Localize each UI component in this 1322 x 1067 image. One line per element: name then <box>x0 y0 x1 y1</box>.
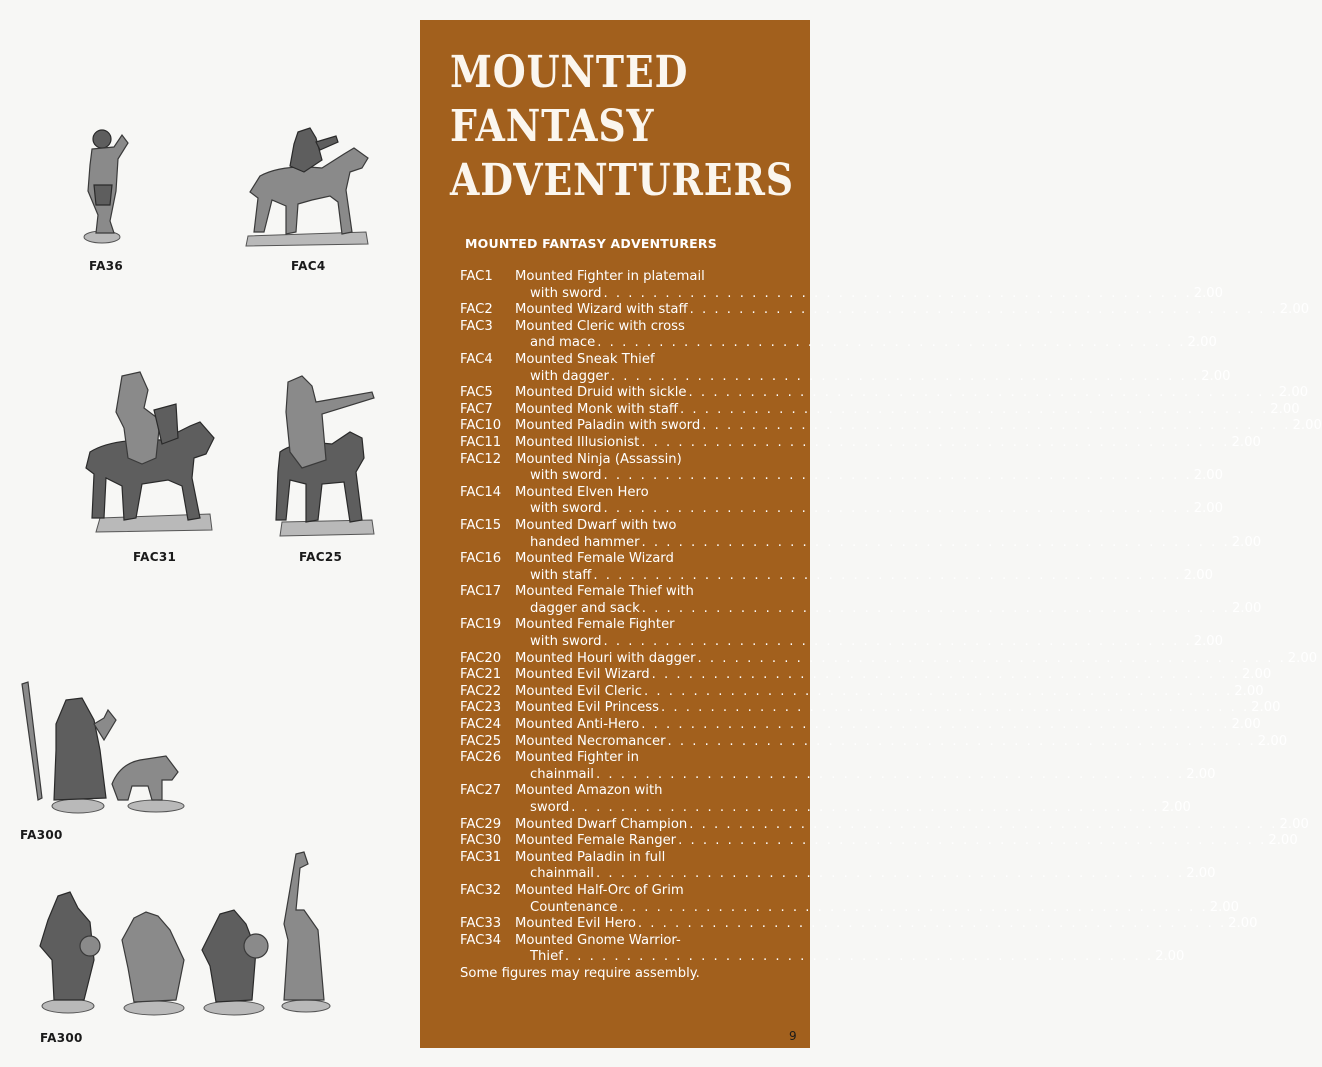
item-code: FAC7 <box>460 401 493 417</box>
item-name: Mounted Fighter in platemail <box>515 269 705 284</box>
price-list-item <box>460 916 1258 933</box>
dot-leader <box>601 468 1193 485</box>
item-price: 2.00 <box>1201 368 1231 384</box>
item-name: Mounted Monk with staff <box>515 401 679 417</box>
price-list-item <box>460 700 1281 717</box>
price-list-item <box>460 650 1318 668</box>
dot-leader <box>639 717 1231 734</box>
item-name: Mounted Paladin in full <box>515 849 666 865</box>
title-line-1: MOUNTED <box>450 47 689 98</box>
item-name: Mounted Necromancer <box>515 733 666 749</box>
figure-fac25-caption: FAC25 <box>299 550 343 564</box>
item-price: 2.00 <box>1268 833 1298 849</box>
price-list-item <box>460 667 1272 684</box>
item-name: Mounted Evil Wizard <box>515 667 650 683</box>
dot-leader <box>601 501 1193 518</box>
price-list-item <box>460 269 778 286</box>
price-list-item-continued <box>460 866 1216 883</box>
item-name: Mounted Female Ranger <box>515 833 677 849</box>
item-name: Mounted Anti-Hero <box>515 717 640 733</box>
dot-leader <box>687 817 1279 834</box>
price-list-item-continued <box>460 899 1240 917</box>
dot-leader <box>636 916 1228 933</box>
price-list-item-continued <box>460 567 1213 585</box>
item-code: FAC15 <box>460 517 502 533</box>
dot-leader <box>687 385 1279 402</box>
dot-leader <box>642 684 1234 701</box>
item-price: 2.00 <box>1270 401 1300 417</box>
dot-leader <box>594 866 1186 883</box>
price-list-item <box>460 485 778 502</box>
item-price: 2.00 <box>1193 468 1224 484</box>
dot-leader <box>563 949 1155 966</box>
item-name: chainmail <box>530 866 594 882</box>
item-name: Mounted Dwarf Champion <box>515 816 688 832</box>
item-price: 2.00 <box>1161 800 1191 815</box>
figure-fa36-photo <box>72 125 142 247</box>
item-price: 2.00 <box>1292 418 1322 434</box>
assembly-note: Some figures may require assembly. <box>460 965 700 981</box>
figure-fa300-caption-2: FA300 <box>40 1031 83 1045</box>
price-list-item-continued <box>460 335 1217 352</box>
item-price: 2.00 <box>1232 600 1262 616</box>
item-name: Mounted Druid with sickle <box>515 385 687 401</box>
item-code: FAC22 <box>460 683 502 699</box>
item-price: 2.00 <box>1279 816 1309 832</box>
price-list-item <box>460 551 778 568</box>
item-code: FAC27 <box>460 783 502 799</box>
item-code: FAC31 <box>460 849 502 865</box>
price-list-item <box>460 401 1300 419</box>
dot-leader <box>640 601 1232 618</box>
item-code: FAC5 <box>460 385 493 401</box>
item-code: FAC3 <box>460 318 493 334</box>
price-list-item <box>460 302 1310 319</box>
item-name: Mounted Cleric with cross <box>515 318 685 334</box>
item-name: Mounted Female Wizard <box>515 551 674 567</box>
item-code: FAC26 <box>460 750 502 766</box>
item-name: Mounted Amazon with <box>515 783 663 799</box>
price-list-item <box>460 418 1322 435</box>
dot-leader <box>609 369 1201 386</box>
item-code: FAC14 <box>460 484 502 500</box>
page-number: 9 <box>789 1029 797 1043</box>
item-code: FAC29 <box>460 816 502 832</box>
price-list-item <box>460 584 778 601</box>
dot-leader <box>696 651 1288 668</box>
price-list-item <box>460 733 1288 751</box>
item-code: FAC4 <box>460 351 493 367</box>
item-price: 2.00 <box>1287 650 1318 666</box>
price-list-item <box>460 518 778 535</box>
item-price: 2.00 <box>1193 285 1224 301</box>
item-price: 2.00 <box>1155 949 1185 965</box>
item-name: Mounted Sneak Thief <box>515 351 655 367</box>
price-list-item <box>460 434 1261 452</box>
dot-leader <box>640 535 1232 552</box>
item-name: Mounted Dwarf with two <box>515 517 677 533</box>
item-code: FAC19 <box>460 617 502 633</box>
item-price: 2.00 <box>1209 899 1240 915</box>
price-list-item <box>460 933 778 950</box>
title-line-2: FANTASY <box>450 101 655 152</box>
item-price: 2.00 <box>1193 501 1224 517</box>
price-list-item <box>460 833 1298 850</box>
item-price: 2.00 <box>1193 634 1224 650</box>
item-name: Mounted Female Thief with <box>515 584 694 600</box>
figure-fac31-caption: FAC31 <box>133 550 177 564</box>
figure-fa36-caption: FA36 <box>89 259 124 273</box>
dot-leader <box>594 767 1186 784</box>
item-code: FAC16 <box>460 551 502 567</box>
price-list <box>460 269 1322 983</box>
item-code: FAC34 <box>460 932 502 948</box>
item-code: FAC32 <box>460 882 502 898</box>
dot-leader <box>688 302 1280 319</box>
item-name: Thief <box>530 949 563 965</box>
dot-leader <box>676 833 1268 850</box>
item-code: FAC25 <box>460 733 502 749</box>
price-list-item <box>460 452 778 469</box>
item-name: Mounted Wizard with staff <box>515 302 688 318</box>
price-list-item-continued <box>460 766 1216 784</box>
price-list-item <box>460 883 778 900</box>
item-code: FAC17 <box>460 584 502 600</box>
item-price: 2.00 <box>1183 567 1213 583</box>
price-list-item-continued <box>460 501 1224 518</box>
item-price: 2.00 <box>1231 434 1261 450</box>
dot-leader <box>639 435 1231 452</box>
figure-fa300-group-photo <box>34 850 344 1020</box>
figure-fac31-photo <box>82 368 220 540</box>
dot-leader <box>678 402 1270 419</box>
item-code: FAC23 <box>460 700 502 716</box>
item-name: Mounted Evil Princess <box>515 700 659 716</box>
item-name: Mounted Evil Hero <box>515 916 636 932</box>
price-list-item-continued <box>460 468 1224 485</box>
price-list-item-continued <box>460 800 1191 817</box>
item-name: Mounted Ninja (Assassin) <box>515 451 682 467</box>
dot-leader <box>569 800 1161 817</box>
item-code: FAC24 <box>460 717 502 733</box>
figure-fa300-caption-1: FA300 <box>20 828 63 842</box>
price-list-item-continued <box>460 368 1231 386</box>
price-list-item <box>460 850 778 867</box>
item-name: with sword <box>530 501 602 517</box>
price-list-item <box>460 750 778 767</box>
item-name: Mounted Illusionist <box>515 434 640 450</box>
dot-leader <box>595 335 1187 352</box>
item-name: Mounted Gnome Warrior- <box>515 932 681 948</box>
item-code: FAC10 <box>460 418 502 434</box>
section-heading: MOUNTED FANTASY ADVENTURERS <box>465 236 717 251</box>
item-name: sword <box>530 800 570 815</box>
dot-leader <box>617 900 1209 917</box>
figure-fac4-caption: FAC4 <box>291 259 326 273</box>
item-price: 2.00 <box>1234 683 1264 699</box>
item-name: Mounted Fighter in <box>515 750 639 766</box>
figure-fa300-wizard-photo <box>16 680 186 816</box>
item-code: FAC30 <box>460 833 502 849</box>
price-list-item-continued <box>460 600 1262 618</box>
item-price: 2.00 <box>1187 335 1217 351</box>
item-price: 2.00 <box>1231 717 1261 733</box>
item-code: FAC2 <box>460 302 493 318</box>
item-code: FAC1 <box>460 269 493 284</box>
item-price: 2.00 <box>1257 733 1288 749</box>
page-title <box>450 46 794 208</box>
item-name: with staff <box>530 567 592 583</box>
price-list-item-continued <box>460 534 1262 552</box>
item-name: Mounted Houri with dagger <box>515 650 696 666</box>
price-list-item <box>460 319 778 336</box>
item-price: 2.00 <box>1228 916 1258 932</box>
price-list-item-continued <box>460 285 1224 303</box>
item-price: 2.00 <box>1186 766 1216 782</box>
item-name: Mounted Female Fighter <box>515 617 675 633</box>
item-code: FAC33 <box>460 916 502 932</box>
item-price: 2.00 <box>1279 302 1310 318</box>
item-name: with sword <box>530 285 602 301</box>
dot-leader <box>700 418 1292 435</box>
dot-leader <box>666 734 1258 751</box>
dot-leader <box>650 667 1242 684</box>
item-price: 2.00 <box>1231 534 1262 550</box>
price-list-item <box>460 352 778 369</box>
price-list-item <box>460 717 1261 734</box>
price-list-item <box>460 816 1309 834</box>
item-code: FAC12 <box>460 451 502 467</box>
price-list-item <box>460 617 778 634</box>
item-price: 2.00 <box>1241 667 1272 683</box>
item-name: Mounted Evil Cleric <box>515 683 642 699</box>
item-code: FAC21 <box>460 667 502 683</box>
figure-fac25-photo <box>272 372 380 542</box>
dot-leader <box>659 700 1251 717</box>
item-name: with dagger <box>530 368 609 384</box>
item-name: chainmail <box>530 766 594 782</box>
dot-leader <box>601 286 1193 303</box>
item-name: dagger and sack <box>530 600 640 616</box>
price-list-panel <box>420 20 1322 1048</box>
price-list-item-continued <box>460 949 1185 966</box>
figure-fac4-photo <box>242 120 374 250</box>
item-price: 2.00 <box>1186 866 1216 882</box>
item-name: with sword <box>530 468 602 484</box>
item-code: FAC11 <box>460 434 502 450</box>
price-list-item <box>460 783 778 800</box>
item-price: 2.00 <box>1278 385 1309 401</box>
item-name: Mounted Elven Hero <box>515 484 649 500</box>
item-name: and mace <box>530 335 596 351</box>
item-name: Countenance <box>530 899 618 915</box>
item-price: 2.00 <box>1251 700 1281 716</box>
price-list-item <box>460 385 1309 402</box>
item-name: handed hammer <box>530 534 640 550</box>
dot-leader <box>601 634 1193 651</box>
item-name: Mounted Half-Orc of Grim <box>515 882 684 898</box>
item-name: with sword <box>530 634 602 650</box>
price-list-item-continued <box>460 634 1224 651</box>
price-list-item <box>460 683 1264 701</box>
dot-leader <box>591 568 1183 585</box>
item-code: FAC20 <box>460 650 502 666</box>
title-line-3: ADVENTURERS <box>450 155 794 206</box>
item-name: Mounted Paladin with sword <box>515 418 701 434</box>
